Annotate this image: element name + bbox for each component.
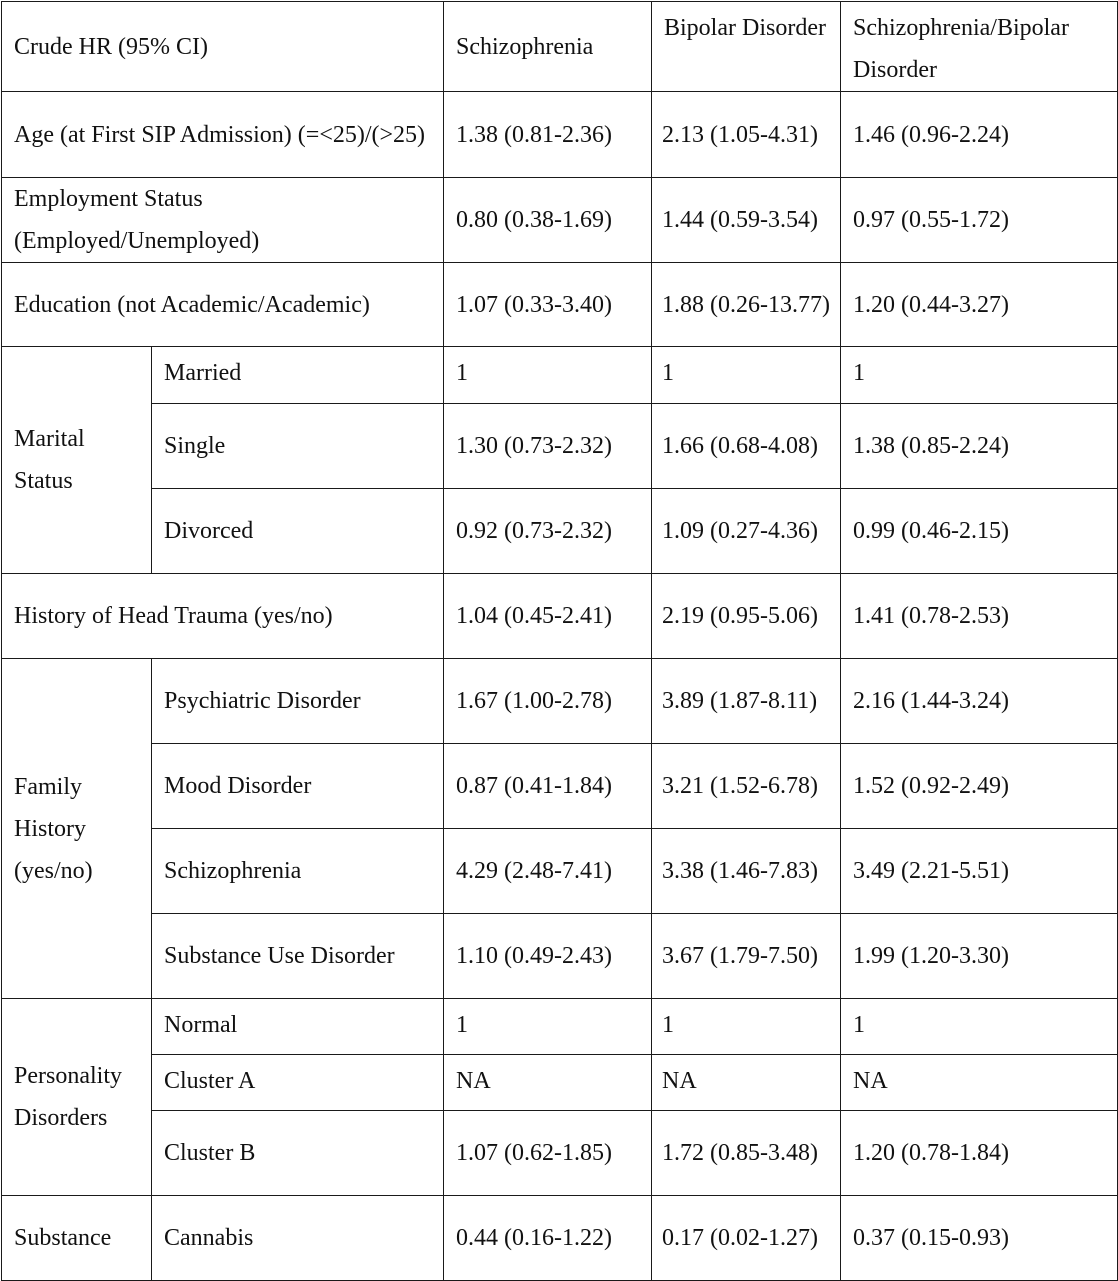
row-label-cluster-b: Cluster B (152, 1111, 444, 1196)
group-label-substance: Substance (2, 1196, 152, 1281)
row-label-schizophrenia: Schizophrenia (152, 829, 444, 914)
cell-schizophrenia: 0.80 (0.38-1.69) (444, 178, 652, 263)
cell-bipolar: 1.72 (0.85-3.48) (652, 1111, 841, 1196)
cell-schizo-bipolar: 0.37 (0.15-0.93) (841, 1196, 1118, 1281)
cell-schizo-bipolar: 1.20 (0.78-1.84) (841, 1111, 1118, 1196)
table-row (2, 1055, 1118, 1111)
cell-bipolar: 0.17 (0.02-1.27) (652, 1196, 841, 1281)
row-label-cannabis: Cannabis (152, 1196, 444, 1281)
row-label-cluster-a: Cluster A (152, 1055, 444, 1111)
cell-bipolar: 3.21 (1.52-6.78) (652, 744, 841, 829)
cell-schizo-bipolar: NA (841, 1055, 1118, 1111)
table-row (2, 489, 1118, 574)
cell-schizo-bipolar: 1.38 (0.85-2.24) (841, 404, 1118, 489)
table-row (2, 92, 1118, 178)
cell-schizophrenia: 1 (444, 999, 652, 1055)
table-row (2, 659, 1118, 744)
row-label-substance-use: Substance Use Disorder (152, 914, 444, 999)
row-label-single: Single (152, 404, 444, 489)
table-row (2, 178, 1118, 263)
cell-bipolar: NA (652, 1055, 841, 1111)
cell-bipolar: 3.38 (1.46-7.83) (652, 829, 841, 914)
header-schizophrenia: Schizophrenia (444, 2, 652, 92)
table-row (2, 574, 1118, 659)
table-row (2, 1196, 1118, 1281)
cell-schizophrenia: NA (444, 1055, 652, 1111)
hazard-ratio-table (1, 1, 1118, 1281)
cell-schizophrenia: 0.87 (0.41-1.84) (444, 744, 652, 829)
row-label-education: Education (not Academic/Academic) (2, 263, 444, 347)
cell-schizophrenia: 1.07 (0.33-3.40) (444, 263, 652, 347)
cell-schizo-bipolar: 0.99 (0.46-2.15) (841, 489, 1118, 574)
table-row (2, 263, 1118, 347)
table-row (2, 829, 1118, 914)
header-schizo-bipolar: Schizophrenia/Bipolar Disorder (841, 2, 1118, 92)
cell-schizophrenia: 1.30 (0.73-2.32) (444, 404, 652, 489)
cell-bipolar: 3.89 (1.87-8.11) (652, 659, 841, 744)
cell-schizophrenia: 1.67 (1.00-2.78) (444, 659, 652, 744)
row-label-mood: Mood Disorder (152, 744, 444, 829)
cell-bipolar: 1.09 (0.27-4.36) (652, 489, 841, 574)
group-label-marital: Marital Status (2, 347, 152, 574)
cell-bipolar: 2.13 (1.05-4.31) (652, 92, 841, 178)
group-label-personality: Personality Disorders (2, 999, 152, 1196)
cell-bipolar: 1.66 (0.68-4.08) (652, 404, 841, 489)
row-label-age: Age (at First SIP Admission) (=<25)/(>25) (2, 92, 444, 178)
row-label-employment: Employment Status (Employed/Unemployed) (2, 178, 444, 263)
table-row (2, 1111, 1118, 1196)
cell-bipolar: 1.88 (0.26-13.77) (652, 263, 841, 347)
cell-schizophrenia: 4.29 (2.48-7.41) (444, 829, 652, 914)
cell-schizophrenia: 1.10 (0.49-2.43) (444, 914, 652, 999)
row-label-psychiatric: Psychiatric Disorder (152, 659, 444, 744)
cell-bipolar: 1.44 (0.59-3.54) (652, 178, 841, 263)
table-row (2, 404, 1118, 489)
cell-schizophrenia: 1 (444, 347, 652, 404)
header-label: Crude HR (95% CI) (2, 2, 444, 92)
cell-schizophrenia: 1.38 (0.81-2.36) (444, 92, 652, 178)
cell-schizo-bipolar: 3.49 (2.21-5.51) (841, 829, 1118, 914)
cell-schizo-bipolar: 1.46 (0.96-2.24) (841, 92, 1118, 178)
cell-bipolar: 1 (652, 347, 841, 404)
cell-schizo-bipolar: 2.16 (1.44-3.24) (841, 659, 1118, 744)
cell-schizophrenia: 0.44 (0.16-1.22) (444, 1196, 652, 1281)
cell-schizo-bipolar: 1 (841, 347, 1118, 404)
table-row (2, 347, 1118, 404)
cell-schizo-bipolar: 1.41 (0.78-2.53) (841, 574, 1118, 659)
row-label-head-trauma: History of Head Trauma (yes/no) (2, 574, 444, 659)
cell-schizophrenia: 1.07 (0.62-1.85) (444, 1111, 652, 1196)
cell-schizo-bipolar: 0.97 (0.55-1.72) (841, 178, 1118, 263)
row-label-normal: Normal (152, 999, 444, 1055)
header-bipolar: Bipolar Disorder (652, 2, 841, 92)
cell-schizo-bipolar: 1.99 (1.20-3.30) (841, 914, 1118, 999)
row-label-married: Married (152, 347, 444, 404)
cell-schizophrenia: 1.04 (0.45-2.41) (444, 574, 652, 659)
table-row (2, 744, 1118, 829)
cell-schizo-bipolar: 1 (841, 999, 1118, 1055)
table-row (2, 999, 1118, 1055)
row-label-divorced: Divorced (152, 489, 444, 574)
group-label-family-history: Family History (yes/no) (2, 659, 152, 999)
cell-bipolar: 3.67 (1.79-7.50) (652, 914, 841, 999)
cell-bipolar: 1 (652, 999, 841, 1055)
cell-schizo-bipolar: 1.52 (0.92-2.49) (841, 744, 1118, 829)
header-row (2, 2, 1118, 92)
cell-schizo-bipolar: 1.20 (0.44-3.27) (841, 263, 1118, 347)
cell-bipolar: 2.19 (0.95-5.06) (652, 574, 841, 659)
table-row (2, 914, 1118, 999)
cell-schizophrenia: 0.92 (0.73-2.32) (444, 489, 652, 574)
